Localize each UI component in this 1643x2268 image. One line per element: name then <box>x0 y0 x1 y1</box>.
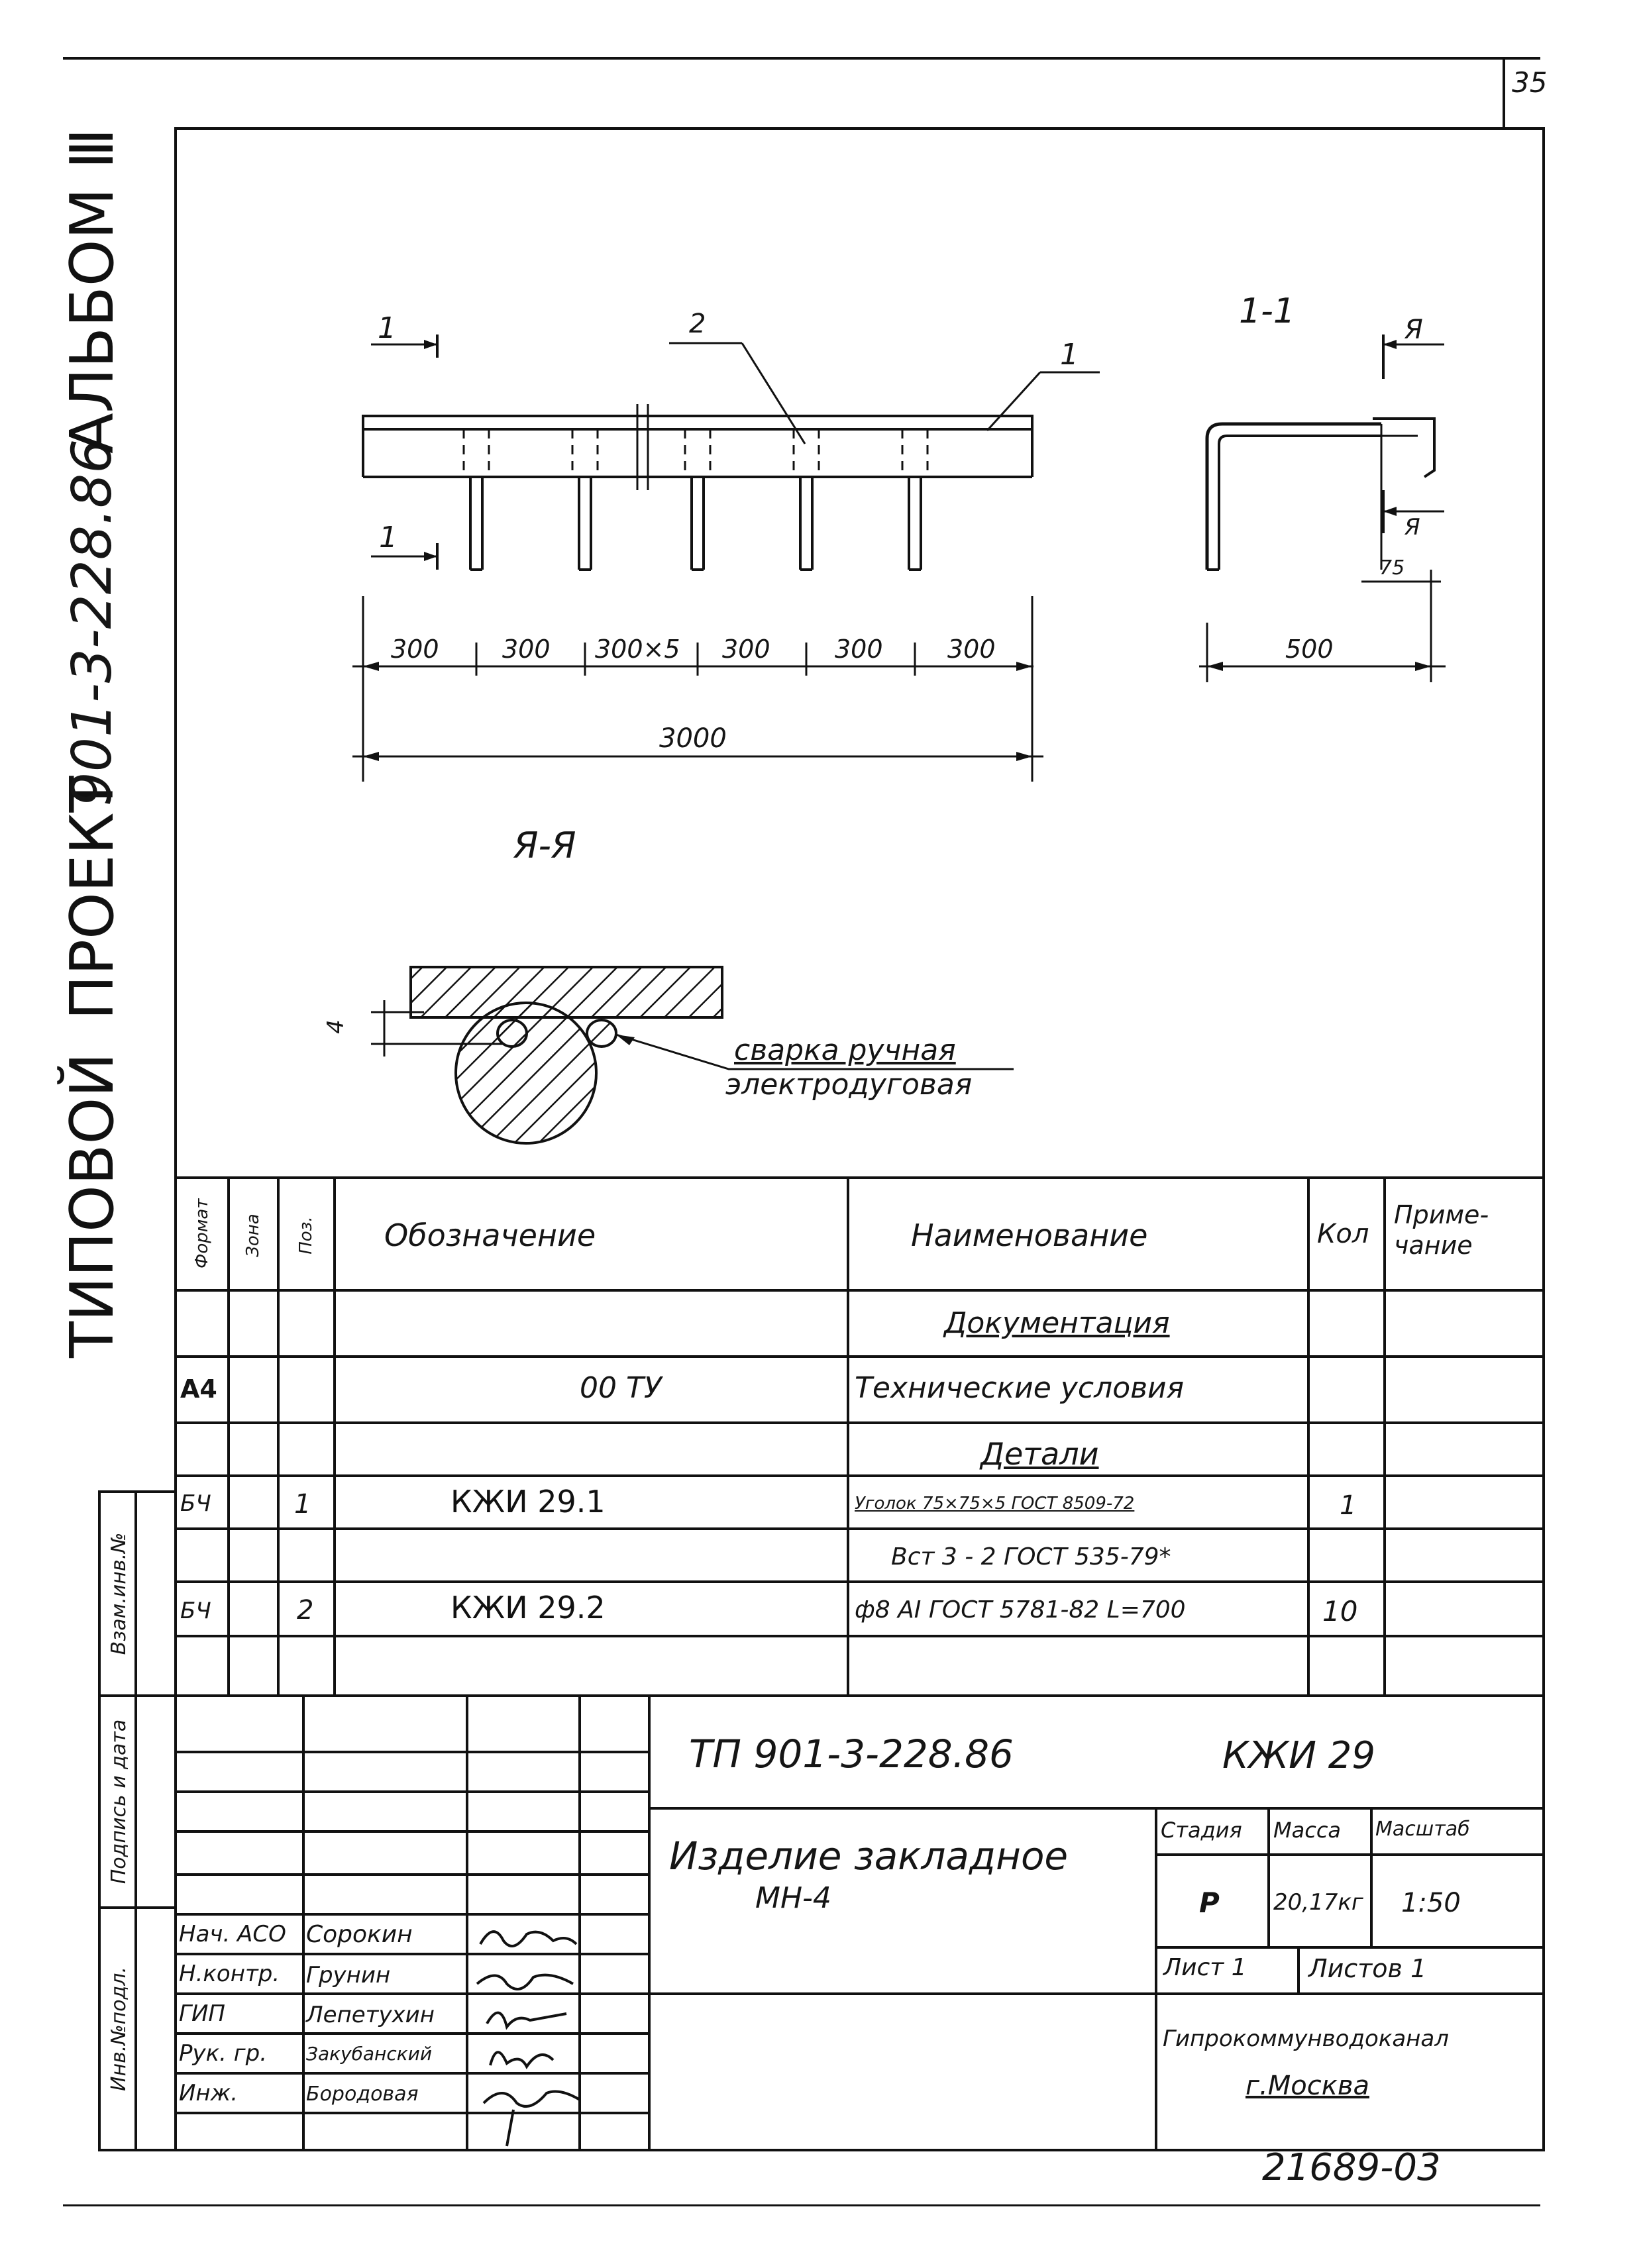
org-name: Гипрокоммунводоканал <box>1163 2026 1449 2052</box>
name-zakubansky: Закубанский <box>306 2043 433 2065</box>
name-grunin: Грунин <box>306 1962 391 1988</box>
role-inzh: Инж. <box>179 2080 238 2106</box>
scale-label: Масштаб <box>1375 1818 1470 1841</box>
row-2-format: БЧ <box>180 1598 211 1624</box>
dim-300x5: 300×5 <box>595 635 680 664</box>
dim-75: 75 <box>1379 556 1405 580</box>
signature-2 <box>477 1975 573 1989</box>
section-1-1-view <box>1199 335 1446 682</box>
stage-label: Стадия <box>1161 1818 1242 1843</box>
header-name: Наименование <box>911 1217 1148 1253</box>
row-details-name: Детали <box>980 1436 1099 1472</box>
weld-note-line-1: сварка ручная <box>734 1033 956 1067</box>
weld-note-line-2: электродуговая <box>725 1068 973 1102</box>
name-sorokin: Сорокин <box>306 1921 413 1948</box>
side-title-proekt: ПРОЕКТ <box>58 776 127 1020</box>
row-1-designation: КЖИ 29.1 <box>450 1484 606 1520</box>
dim-300-5: 300 <box>947 635 996 664</box>
row-1-qty: 1 <box>1340 1490 1357 1521</box>
dim-300-4: 300 <box>835 635 883 664</box>
dim-total-3000: 3000 <box>659 723 727 754</box>
sheets-label: Листов 1 <box>1308 1954 1427 1983</box>
header-zone: Зона <box>243 1213 263 1257</box>
dim-4: 4 <box>322 1019 349 1034</box>
position-label-2: 2 <box>689 309 706 339</box>
mass-value: 20,17кг <box>1273 1889 1363 1916</box>
header-designation: Обозначение <box>384 1217 596 1253</box>
side-title-code: 901-3-228.86 <box>61 438 124 807</box>
row-documentation-name: Документация <box>944 1306 1170 1340</box>
signature-4 <box>490 2052 553 2067</box>
stamp-inv-podl: Инв.№подл. <box>107 1967 131 2091</box>
page-number: 35 <box>1512 66 1548 99</box>
elevation-view <box>352 335 1100 782</box>
archive-number: 21689-03 <box>1262 2146 1441 2189</box>
stamp-podpis-data: Подпись и дата <box>107 1719 131 1884</box>
header-note-2: чание <box>1394 1231 1473 1260</box>
signature-5 <box>484 2092 580 2146</box>
role-ruk-gr: Рук. гр. <box>179 2040 268 2067</box>
doc-code: ТП 901-3-228.86 <box>689 1731 1014 1777</box>
row-tu-designation: 00 ТУ <box>580 1371 662 1405</box>
org-city: г.Москва <box>1246 2071 1369 2101</box>
row-2-designation: КЖИ 29.2 <box>450 1590 606 1625</box>
side-title-album: АЛЬБОМ Ⅲ <box>58 128 127 454</box>
stamp-vzam-inv: Взам.инв.№ <box>107 1532 131 1655</box>
mass-label: Масса <box>1273 1818 1342 1843</box>
signature-3 <box>487 2013 566 2027</box>
sheet-code: КЖИ 29 <box>1222 1734 1376 1777</box>
header-qty: Кол <box>1317 1219 1369 1249</box>
row-1b-name: Вст 3 - 2 ГОСТ 535-79* <box>891 1543 1171 1571</box>
dim-300-2: 300 <box>502 635 551 664</box>
signatures-svg <box>467 1914 586 2153</box>
row-tu-name: Технические условия <box>855 1371 1185 1405</box>
section-mark-a-bottom: Я <box>1404 514 1420 541</box>
dim-500: 500 <box>1285 635 1334 664</box>
section-mark-a-top: Я <box>1404 315 1423 345</box>
title-line-2: МН-4 <box>755 1881 831 1915</box>
header-note-1: Приме- <box>1394 1200 1489 1229</box>
section-mark-1-top: 1 <box>378 311 396 345</box>
header-pos: Поз. <box>296 1216 316 1255</box>
position-label-1: 1 <box>1060 338 1079 372</box>
scale-value: 1:50 <box>1401 1888 1461 1918</box>
stage-value: Р <box>1199 1886 1220 1919</box>
signature-1 <box>480 1932 576 1946</box>
side-title-typovoy: ТИПОВОЙ <box>58 1053 127 1358</box>
row-tu-format: А4 <box>180 1374 217 1404</box>
sheet-label: Лист 1 <box>1163 1954 1247 1981</box>
name-lepetukhin: Лепетухин <box>306 2002 435 2028</box>
dim-300-3: 300 <box>722 635 770 664</box>
row-2-pos: 2 <box>297 1595 314 1625</box>
role-gip: ГИП <box>179 2000 225 2027</box>
header-format: Формат <box>192 1198 212 1268</box>
section-title-a-a: Я-Я <box>513 825 576 866</box>
row-1-pos: 1 <box>294 1489 311 1520</box>
row-2-qty: 10 <box>1322 1595 1358 1627</box>
row-1-format: БЧ <box>180 1490 211 1517</box>
section-mark-1-bottom: 1 <box>379 521 398 554</box>
title-line-1: Изделие закладное <box>669 1833 1069 1879</box>
role-n-kontr: Н.контр. <box>179 1961 280 1987</box>
section-title-1-1: 1-1 <box>1239 291 1295 331</box>
role-nach-aso: Нач. АСО <box>179 1921 286 1947</box>
name-borodovaya: Бородовая <box>306 2083 419 2106</box>
row-1-name: Уголок 75×75×5 ГОСТ 8509-72 <box>855 1494 1135 1514</box>
row-2-name: ф8 АI ГОСТ 5781-82 L=700 <box>855 1596 1186 1624</box>
dim-300-1: 300 <box>391 635 439 664</box>
